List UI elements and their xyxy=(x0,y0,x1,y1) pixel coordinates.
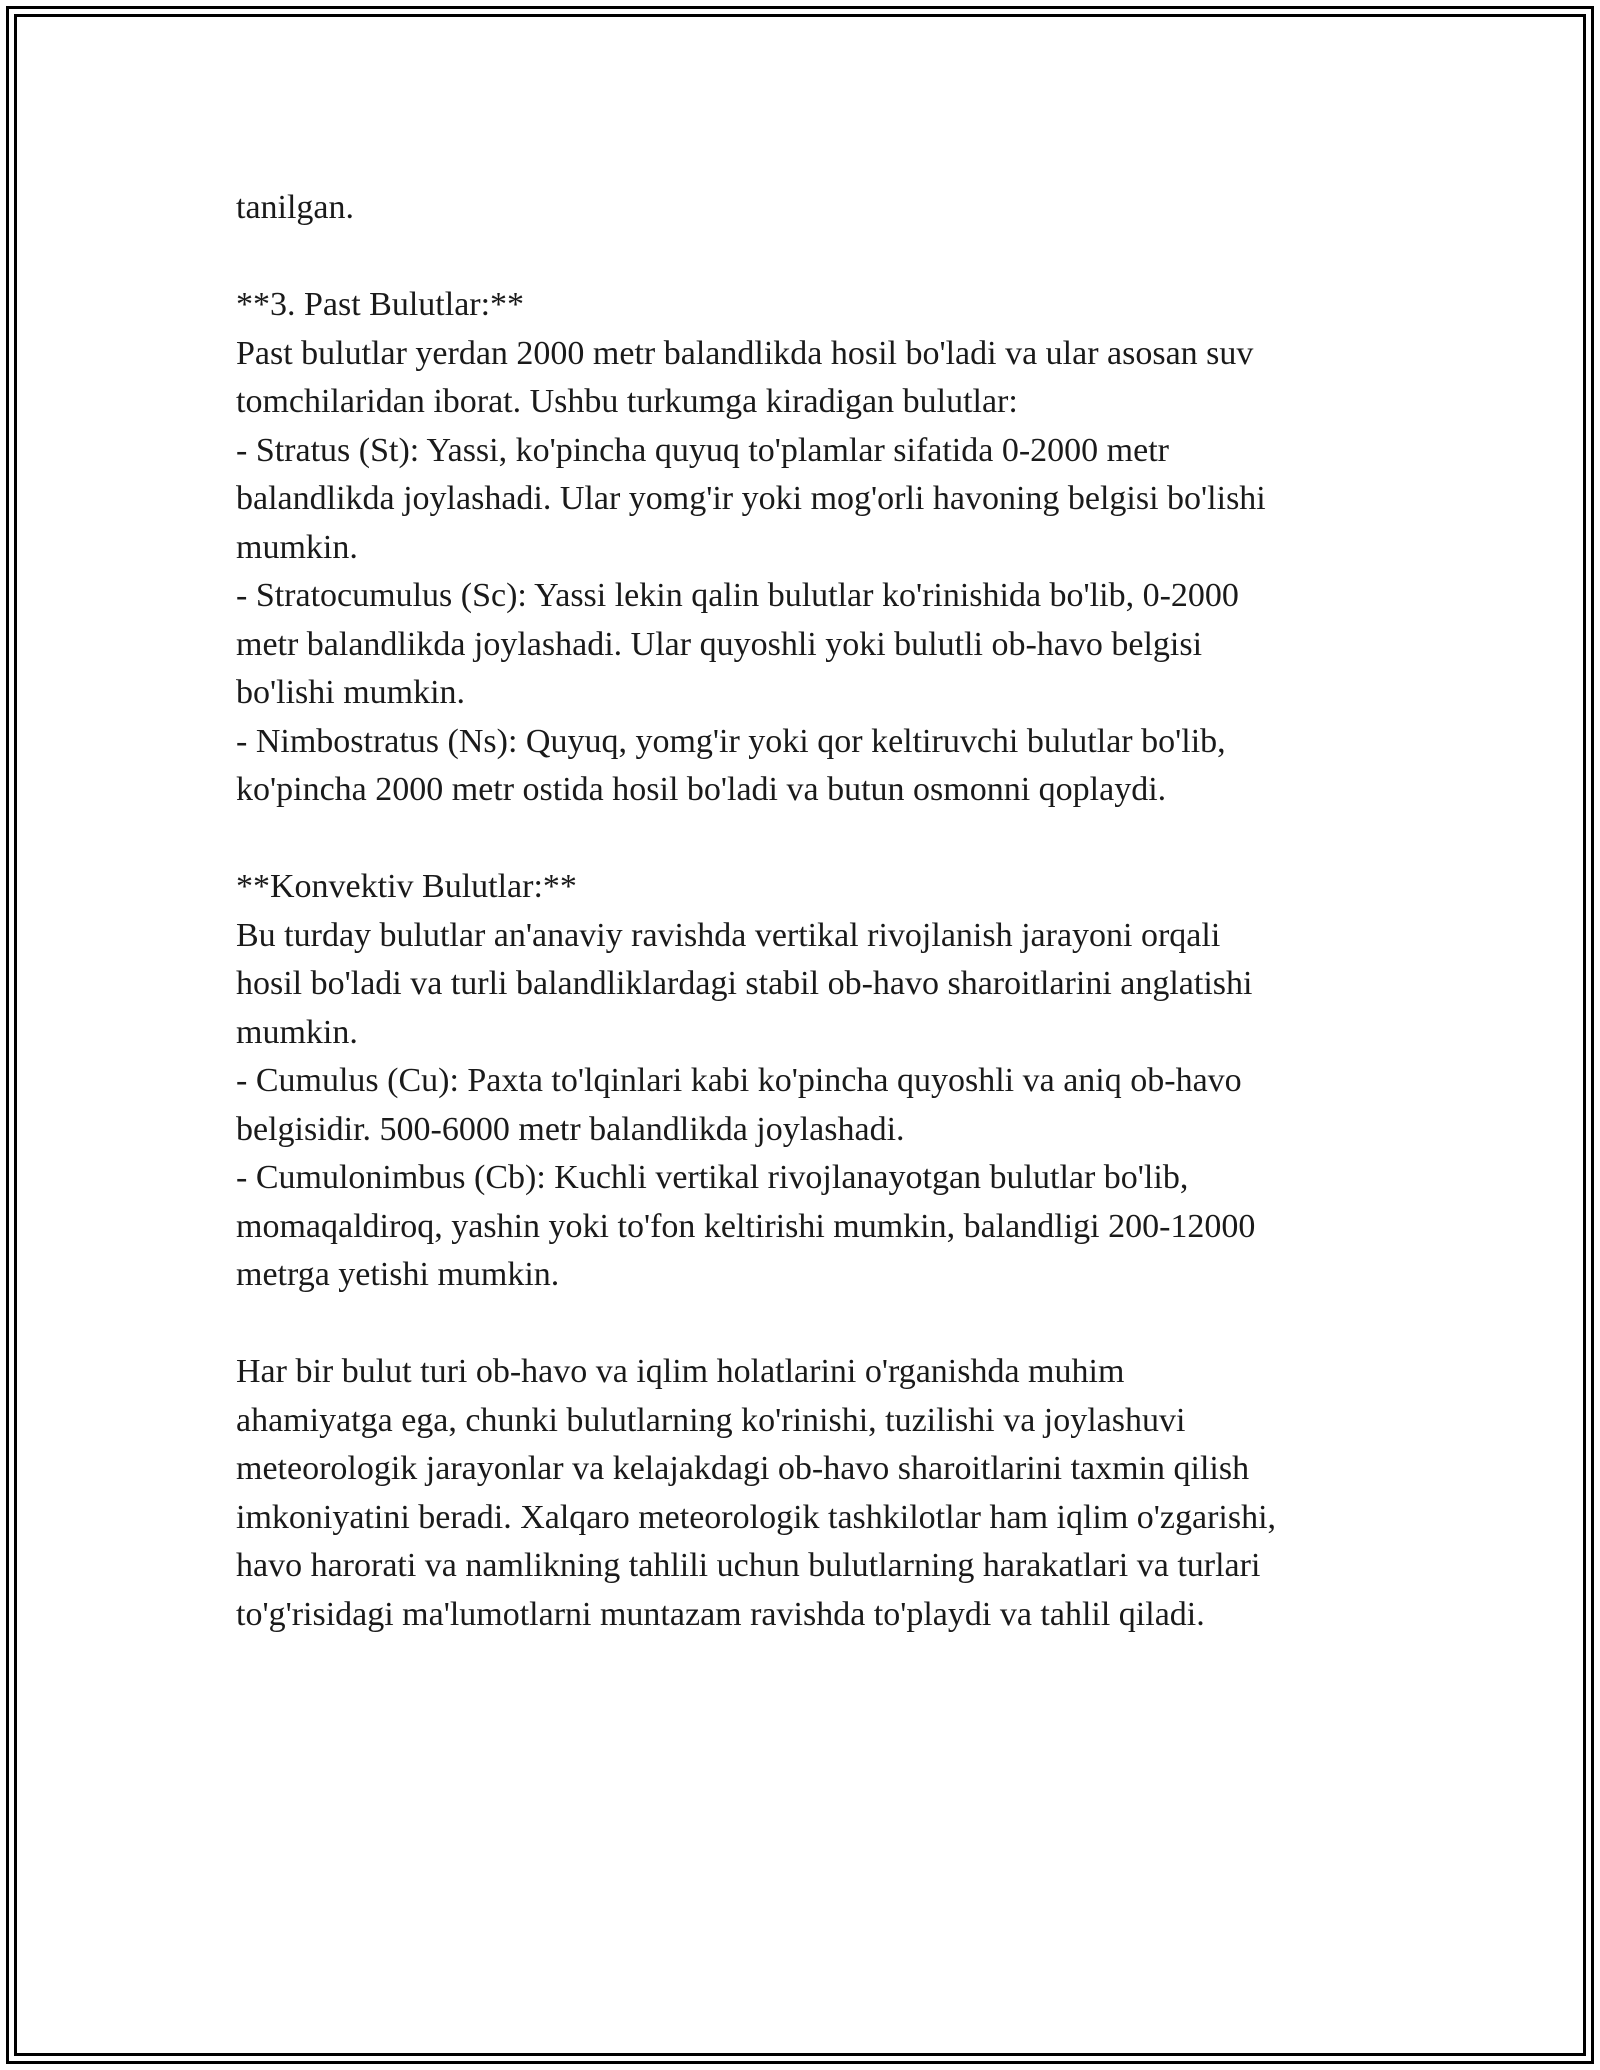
text-line: - Nimbostratus (Ns): Quyuq, yomg'ir yoki qor keltiruvchi bulutlar bo'lib, xyxy=(236,722,1226,760)
section-heading-past-bulutlar: **3. Past Bulutlar:** xyxy=(236,286,525,323)
text-line: - Cumulus (Cu): Paxta to'lqinlari kabi ko'pincha quyoshli va aniq ob-havo xyxy=(236,1062,1242,1099)
text-line: balandlikda joylashadi. Ular yomg'ir yoki mog'orli havoning belgisi bo'lishi xyxy=(236,480,1266,517)
text-line: - Cumulonimbus (Cb): Kuchli vertikal rivojlanayotgan bulutlar bo'lib, xyxy=(236,1159,1189,1196)
text-line: Bu turday bulutlar an'anaviy ravishda vertikal rivojlanish jarayoni orqali xyxy=(236,916,1221,954)
text-line: to'g'risidagi ma'lumotlarni muntazam ravishda to'playdi va tahlil qiladi. xyxy=(236,1595,1205,1633)
text-line: momaqaldiroq, yashin yoki to'fon keltirishi mumkin, balandligi 200-12000 xyxy=(236,1207,1256,1245)
text-line: tomchilaridan iborat. Ushbu turkumga kiradigan bulutlar: xyxy=(236,383,1018,420)
text-line: mumkin. xyxy=(236,1013,358,1051)
text-line: metr balandlikda joylashadi. Ular quyoshli yoki bulutli ob-havo belgisi xyxy=(236,625,1203,663)
text-line: bo'lishi mumkin. xyxy=(236,674,466,711)
text-line: Har bir bulut turi ob-havo va iqlim holatlarini o'rganishda muhim xyxy=(236,1353,1125,1390)
paragraph-gap xyxy=(236,1300,1366,1349)
text-line: mumkin. xyxy=(236,528,358,566)
paragraph-gap xyxy=(236,233,1366,282)
text-line: ko'pincha 2000 metr ostida hosil bo'ladi va butun osmonni qoplaydi. xyxy=(236,771,1167,808)
section-heading-konvektiv-bulutlar: **Konvektiv Bulutlar:** xyxy=(236,868,577,905)
text-line: - Stratocumulus (Sc): Yassi lekin qalin bulutlar ko'rinishida bo'lib, 0-2000 xyxy=(236,577,1239,614)
text-line: imkoniyatini beradi. Xalqaro meteorologik tashkilotlar ham iqlim o'zgarishi, xyxy=(236,1498,1277,1536)
text-line: metrga yetishi mumkin. xyxy=(236,1256,560,1293)
paragraph-gap xyxy=(236,815,1366,864)
text-line: havo harorati va namlikning tahlili uchun bulutlarning harakatlari va turlari xyxy=(236,1547,1261,1584)
text-line: Past bulutlar yerdan 2000 metr balandlikda hosil bo'ladi va ular asosan suv xyxy=(236,334,1254,372)
text-line: tanilgan. xyxy=(236,189,355,226)
text-line: belgisidir. 500-6000 metr balandlikda joylashadi. xyxy=(236,1110,905,1148)
text-line: meteorologik jarayonlar va kelajakdagi ob-havo sharoitlarini taxmin qilish xyxy=(236,1450,1250,1487)
text-line: ahamiyatga ega, chunki bulutlarning ko'rinishi, tuzilishi va joylashuvi xyxy=(236,1401,1186,1439)
text-line: - Stratus (St): Yassi, ko'pincha quyuq to'plamlar sifatida 0-2000 metr xyxy=(236,431,1169,469)
document-body xyxy=(236,184,1366,1639)
text-line: hosil bo'ladi va turli balandliklardagi stabil ob-havo sharoitlarini anglatishi xyxy=(236,965,1253,1002)
